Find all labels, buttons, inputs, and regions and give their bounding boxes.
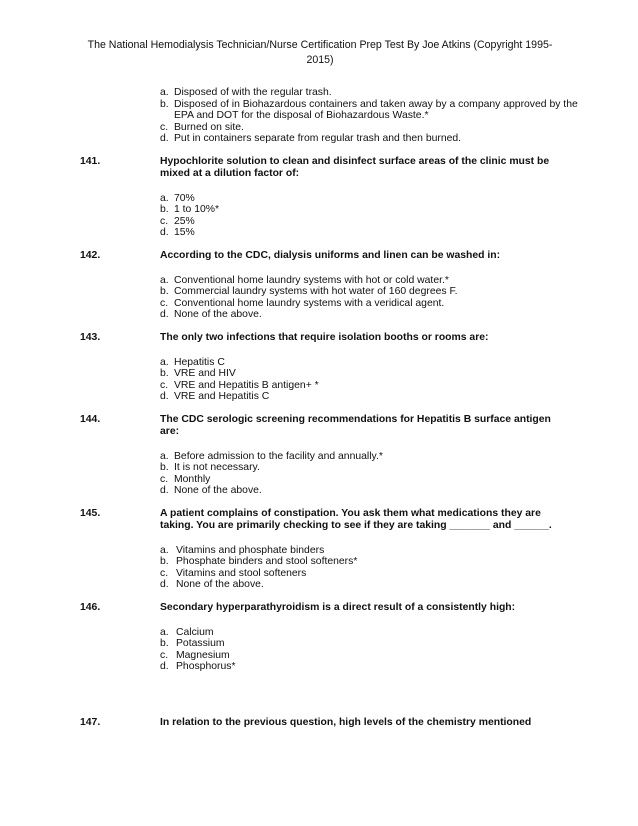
option-letter: c. <box>160 379 169 391</box>
option-text: 15% <box>174 227 195 238</box>
option-letter: d. <box>160 227 169 238</box>
option-letter: d. <box>160 661 169 672</box>
option-list <box>160 545 580 591</box>
option-text: 1 to 10%* <box>174 204 220 215</box>
option-text: None of the above. <box>174 485 262 496</box>
option-letter: d. <box>160 309 169 320</box>
answer-option <box>160 204 580 216</box>
answer-option <box>160 650 580 662</box>
option-letter: d. <box>160 485 169 496</box>
question <box>80 602 580 614</box>
answer-option <box>160 638 580 650</box>
option-letter: a. <box>160 450 169 462</box>
option-text: Commercial laundry systems with hot water of 160 degrees F. <box>174 286 458 297</box>
answer-option <box>160 298 580 310</box>
option-text: Burned on site. <box>174 121 244 133</box>
question-number: 143. <box>80 331 101 343</box>
answer-option <box>160 380 580 392</box>
option-text: Conventional home laundry systems with a veridical agent. <box>174 297 445 309</box>
answer-option <box>160 99 580 122</box>
option-text: Put in containers separate from regular trash and then burned. <box>174 133 462 144</box>
answer-option <box>160 227 580 239</box>
answer-option <box>160 357 580 369</box>
answer-option <box>160 485 580 497</box>
option-letter: b. <box>160 462 169 473</box>
option-text: Calcium <box>176 626 214 638</box>
answer-option <box>160 391 580 403</box>
answer-option <box>160 474 580 486</box>
answer-option <box>160 87 580 99</box>
question <box>80 156 580 180</box>
question-number: 145. <box>80 507 101 519</box>
answer-option <box>160 661 580 673</box>
question <box>80 717 580 729</box>
question-number: 144. <box>80 413 101 425</box>
option-letter: c. <box>160 297 169 309</box>
answer-option <box>160 568 580 580</box>
option-text: Vitamins and stool softeners <box>176 567 307 579</box>
option-letter: d. <box>160 391 169 402</box>
option-letter: a. <box>160 192 169 204</box>
question-stem: According to the CDC, dialysis uniforms and linen can be washed in: <box>160 249 501 261</box>
option-text: VRE and HIV <box>174 368 236 379</box>
question <box>80 332 580 344</box>
header-line-2: 2015) <box>306 54 334 66</box>
option-letter: a. <box>160 626 169 638</box>
question-stem: The only two infections that require isolation booths or rooms are: <box>160 331 489 343</box>
option-text: None of the above. <box>174 309 262 320</box>
option-text: Hepatitis C <box>174 356 225 368</box>
option-letter: b. <box>160 286 169 297</box>
option-list <box>160 275 580 321</box>
option-letter: a. <box>160 274 169 286</box>
header-line-1: The National Hemodialysis Technician/Nurse Certification Prep Test By Joe Atkins (Copyright 1995- <box>87 39 553 51</box>
question <box>80 250 580 262</box>
question-number: 142. <box>80 249 101 261</box>
answer-option <box>160 451 580 463</box>
answer-option <box>160 286 580 298</box>
question-stem: The CDC serologic screening recommendations for Hepatitis B surface antigen are: <box>160 413 551 437</box>
option-letter: a. <box>160 544 169 556</box>
answer-option <box>160 216 580 228</box>
question-stem: In relation to the previous question, high levels of the chemistry mentioned <box>160 716 532 728</box>
option-text: Vitamins and phosphate binders <box>176 544 325 556</box>
option-text: Disposed of with the regular trash. <box>174 87 332 98</box>
option-letter: b. <box>160 368 169 379</box>
option-list <box>160 627 580 673</box>
page-header <box>80 38 560 68</box>
answer-option <box>160 545 580 557</box>
intro-option-list <box>160 87 580 145</box>
question <box>80 414 580 438</box>
option-text: Phosphorus* <box>176 661 236 672</box>
question-stem: A patient complains of constipation. You ask them what medications they are taking. You are primarily checking to see if they are taking _______ and ______. <box>160 507 552 531</box>
option-text: 70% <box>174 192 195 204</box>
option-text: Conventional home laundry systems with hot or cold water.* <box>174 274 449 286</box>
option-text: Disposed of in Biohazardous containers and taken away by a company approved by the EPA and DOT for the disposal of Biohazardous Waste.* <box>174 98 578 121</box>
option-letter: c. <box>160 649 169 661</box>
option-text: Magnesium <box>176 649 230 661</box>
option-text: Before admission to the facility and annually.* <box>174 450 383 462</box>
option-text: None of the above. <box>176 579 264 590</box>
question-stem: Secondary hyperparathyroidism is a direct result of a consistently high: <box>160 601 516 613</box>
answer-option <box>160 133 580 145</box>
option-text: It is not necessary. <box>174 462 260 473</box>
option-text: 25% <box>174 215 195 227</box>
option-letter: c. <box>160 567 169 579</box>
answer-option <box>160 579 580 591</box>
option-letter: c. <box>160 121 169 133</box>
question-list <box>80 87 580 742</box>
answer-option <box>160 368 580 380</box>
option-letter: c. <box>160 473 169 485</box>
option-text: Monthly <box>174 473 211 485</box>
option-letter: a. <box>160 87 169 98</box>
answer-option <box>160 309 580 321</box>
answer-option <box>160 122 580 134</box>
question <box>80 508 580 532</box>
answer-option <box>160 556 580 568</box>
option-letter: c. <box>160 215 169 227</box>
question-stem: Hypochlorite solution to clean and disinfect surface areas of the clinic must be mixed at a dilution factor of: <box>160 155 550 179</box>
option-text: Phosphate binders and stool softeners* <box>176 556 358 567</box>
option-list <box>160 357 580 403</box>
question-number: 141. <box>80 155 101 167</box>
option-list <box>160 451 580 497</box>
option-letter: b. <box>160 204 169 215</box>
answer-option <box>160 627 580 639</box>
option-letter: d. <box>160 579 169 590</box>
option-letter: d. <box>160 133 169 144</box>
option-letter: a. <box>160 356 169 368</box>
option-letter: b. <box>160 556 169 567</box>
answer-option <box>160 462 580 474</box>
option-text: VRE and Hepatitis C <box>174 391 270 402</box>
answer-option <box>160 275 580 287</box>
question-number: 146. <box>80 601 101 613</box>
option-letter: b. <box>160 638 169 649</box>
option-text: Potassium <box>176 638 225 649</box>
option-list <box>160 193 580 239</box>
option-text: VRE and Hepatitis B antigen+ * <box>174 379 319 391</box>
question-number: 147. <box>80 716 101 728</box>
option-letter: b. <box>160 98 169 110</box>
answer-option <box>160 193 580 205</box>
